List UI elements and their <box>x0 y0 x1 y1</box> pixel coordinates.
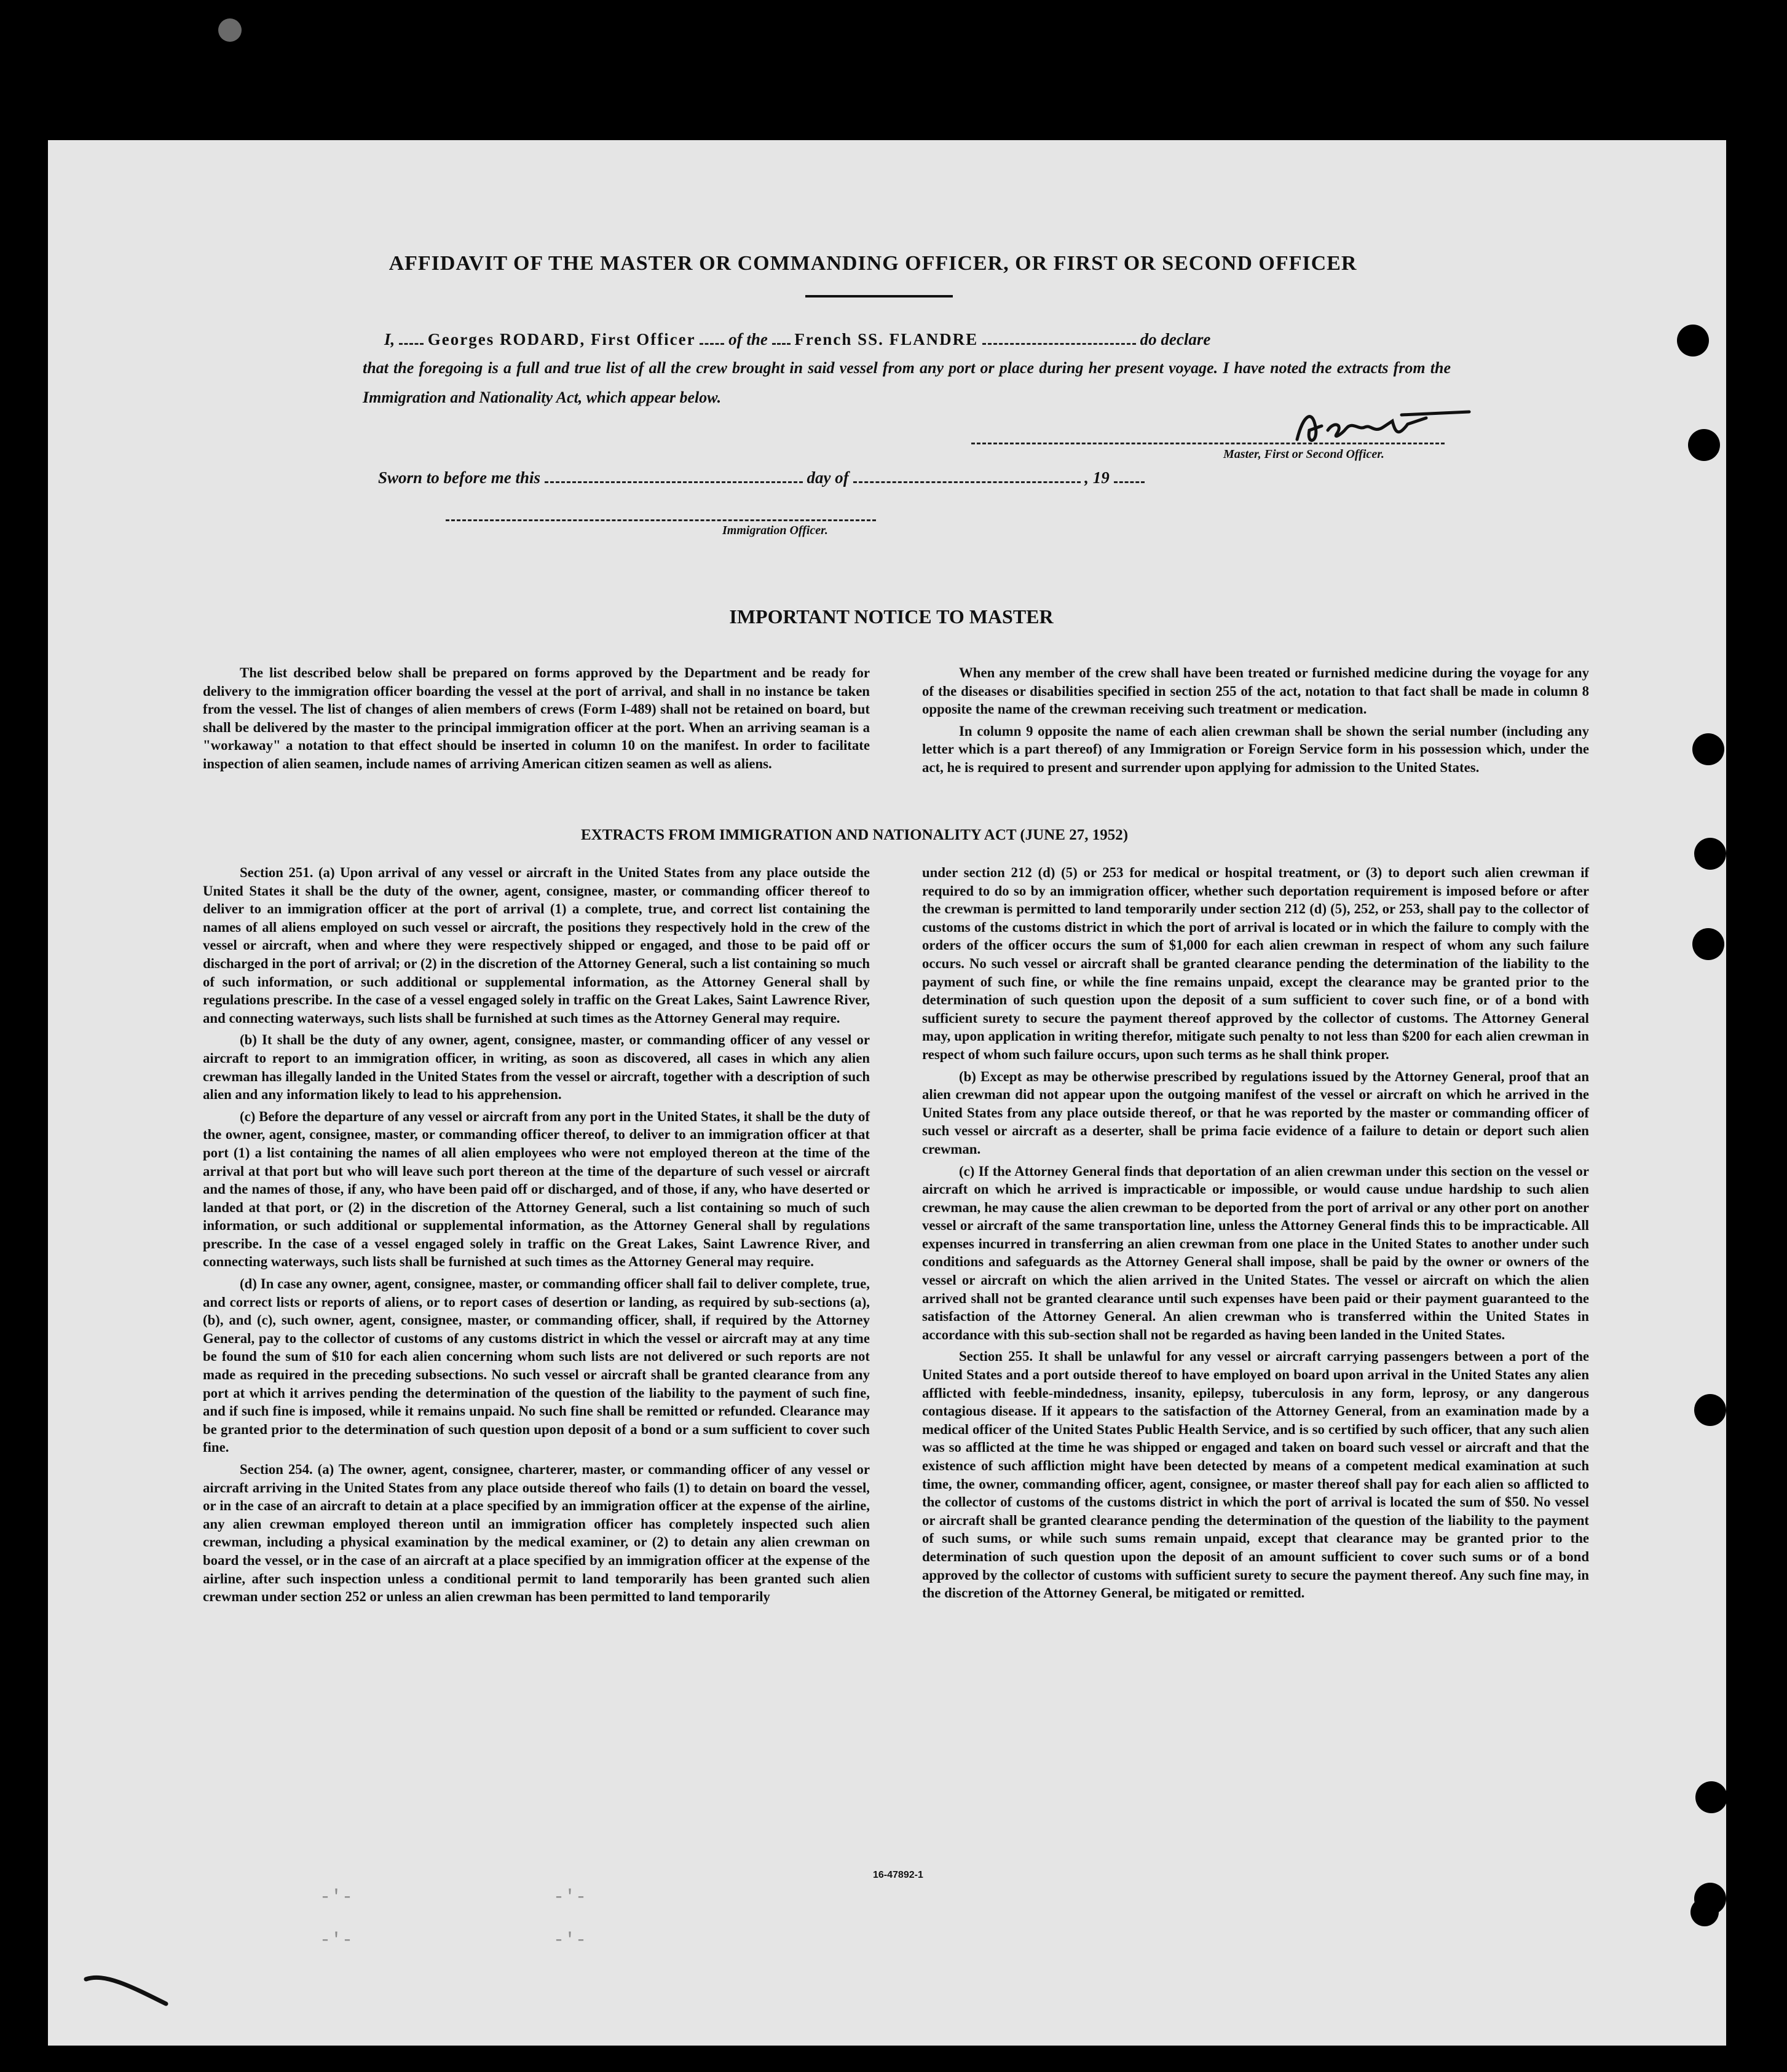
act-right-column <box>922 864 1589 1606</box>
declaration-prefix: I, <box>384 330 395 349</box>
notice-right <box>922 664 1589 781</box>
act-paragraph: (c) If the Attorney General finds that deportation of an alien crewman under this section on the vessel or aircraft on which he arrived is impracticable or impossible, or would cause undue hardship to such alien crewman, he may cause the alien crewman to be deported from the port of arrival or any other port on another vessel or aircraft of the same transportation line, unless the Attorney General finds this to be impracticable. All expenses incurred in transferring an alien crewman from one place in the United States to another under such conditions and safeguards as the Attorney General shall impose, shall be paid by the owner or owners of the vessel or aircraft on which the alien arrived in the United States. The vessel or aircraft on which the alien arrived shall not be granted clearance until such expenses have been paid or their payment guaranteed to the satisfaction of the Attorney General. An alien crewman who is transferred within the United States in accordance with this sub-section shall not be regarded as having been landed in the United States. <box>922 1163 1589 1342</box>
declaration-line <box>384 330 1451 349</box>
notice-left-text: The list described below shall be prepared on forms approved by the Department and be ready for delivery to the immigration officer boarding the vessel at the port of arrival, and shall in no instance be taken from the vessel. The list of changes of alien members of crews (Form I-489) shall not be retained on board, but shall be delivered by the master to the principal immigration officer at the port. When an arriving seaman is a "workaway" a notation to that effect should be inserted in column 10 on the manifest. In order to facilitate inspection of alien seamen, include names of arriving American citizen seamen as well as aliens. <box>203 665 870 771</box>
act-paragraph: under section 212 (d) (5) or 253 for medical or hospital treatment, or (3) to deport such alien crewman if required to do so by an immigration officer, whether such deportation requirement is imposed before or after the crewman is permitted to land temporarily under section 212 (d) (5), 252, or 253, shall pay to the collector of customs of the customs district in which the port of arrival is located or in which the failure to comply with the orders of the officer occurs the sum of $1,000 for each alien crewman in respect of whom any such failure occurs. No such vessel or aircraft shall be granted clearance pending the determination of the liability to the payment of such fine, or while the fine remains unpaid, except the clearance may be granted prior to the determination of such question upon the deposit of a sum sufficient to cover such fine, or of a bond with sufficient surety to secure the payment thereof approved by the collector of customs. The Attorney General may, upon application in writing therefor, mitigate such penalty to not less than $200 for each alien crewman in respect of whom such failure occurs, upon such terms as he shall think proper. <box>922 865 1589 1062</box>
binder-hole <box>1692 928 1724 960</box>
act-paragraph: (b) Except as may be otherwise prescribed by regulations issued by the Attorney General, proof that an alien crewman did not appear upon the outgoing manifest of the vessel or aircraft on which he arrived in the United States from any place outside thereof, or that he was reported by the master or commanding officer of such vessel or aircraft as a deserter, shall be prima facie evidence of a failure to detain or deport such alien crewman. <box>922 1068 1589 1157</box>
act-paragraph: Section 251. (a) Upon arrival of any vessel or aircraft in the United States from any place outside the United States it shall be the duty of the owner, agent, consignee, master, or commanding officer thereof to deliver to an immigration officer at the port of arrival (1) a complete, true, and correct list containing the names of all aliens employed on such vessel or aircraft, the positions they respectively hold in the crew of the vessel or aircraft, when and where they were respectively shipped or engaged, and those to be paid off or discharged in the port of arrival; or (2) in the discretion of the Attorney General, such a list containing so much of such information, or such additional or supplemental information, as the Attorney General shall by regulations prescribe. In the case of a vessel engaged solely in traffic on the Great Lakes, Saint Lawrence River, and connecting waterways, such lists shall be furnished at such times as the Attorney General may require. <box>203 865 870 1026</box>
year-label: , 19 <box>1084 468 1110 487</box>
bleed-through-mark: -'- <box>320 1930 353 1951</box>
extracts-title: EXTRACTS FROM IMMIGRATION AND NATIONALITY ACT (JUNE 27, 1952) <box>580 827 1129 843</box>
binder-hole <box>1677 325 1709 356</box>
title-underline <box>805 295 953 297</box>
notice-title: IMPORTANT NOTICE TO MASTER <box>729 605 1054 628</box>
signature-line <box>971 443 1445 444</box>
bleed-through-mark: -'- <box>553 1887 587 1908</box>
binder-hole <box>1690 1898 1719 1926</box>
officer-name-field: Georges RODARD, First Officer <box>427 330 696 349</box>
bleed-through-mark: -'- <box>320 1887 353 1908</box>
binder-hole <box>1692 733 1724 765</box>
bleed-through-mark: -'- <box>553 1930 587 1951</box>
act-paragraph: (b) It shall be the duty of any owner, agent, consignee, master, or commanding officer of any vessel or aircraft to report to an immigration officer, in writing, as soon as discovered, all cases in which any alien crewman has illegally landed in the United States from the vessel or aircraft, together with a description of such alien and any information likely to lead to his apprehension. <box>203 1032 870 1103</box>
officer-caption: Immigration Officer. <box>722 524 828 537</box>
act-left-column <box>203 864 870 1610</box>
corner-mark <box>218 18 242 42</box>
of-the-label: of the <box>728 330 768 349</box>
notice-right-text-2: In column 9 opposite the name of each alien crewman shall be shown the serial number (including any letter which is a part thereof) of any Immigration or Foreign Service form in his possession which, under the act, he is required to present and surrender upon applying for admission to the United States. <box>922 723 1589 775</box>
notice-left <box>203 664 870 777</box>
declaration-text: that the foregoing is a full and true list of all the crew brought in said vessel from any port or place during her present voyage. I have noted the extracts from the Immigration and Nationality Act, which appear below. <box>363 359 1451 406</box>
binder-hole <box>1688 429 1720 461</box>
officer-line <box>446 519 876 521</box>
sworn-prefix: Sworn to before me this <box>378 468 541 487</box>
act-paragraph: Section 254. (a) The owner, agent, consignee, charterer, master, or commanding officer of any vessel or aircraft arriving in the United States from any place outside thereof who fails (1) to detain on board the vessel, or in the case of an aircraft to detain at a place specified by an immigration officer at the expense of the airline, any alien crewman employed thereon until an immigration officer has completely inspected such alien crewman, including a physical examination by the medical examiner, or (2) to detain any alien crewman on board the vessel, or in the case of an aircraft at a place specified by an immigration officer at the expense of the airline, after such inspection unless a conditional permit to land temporarily has been granted such alien crewman under section 252 or unless an alien crewman has been permitted to land temporarily <box>203 1462 870 1605</box>
act-paragraph: Section 255. It shall be unlawful for any vessel or aircraft carrying passengers between a port of the United States and a port outside thereof to have employed on board upon arrival in the United States any alien afflicted with feeble-mindedness, insanity, epilepsy, tuberculosis in any form, leprosy, or any dangerous contagious disease. If it appears to the satisfaction of the Attorney General, from an examination made by a medical officer of the United States Public Health Service, and is so certified by such officer, that any such alien was so afflicted at the time he was shipped or engaged and taken on board such vessel or aircraft and that the existence of such affliction might have been detected by means of a competent medical examination at such time, the owner, commanding officer, agent, consignee, or master thereof shall pay for each alien so afflicted to the collector of customs of the customs district in which the port of arrival is located the sum of $50. No vessel or aircraft shall be granted clearance pending the determination of the question of the liability to the payment of such sums, or while such sums remain unpaid, except that clearance may be granted prior to the determination of such question upon the deposit of an amount sufficient to cover such sums or of a bond approved by the collector of customs with sufficient surety to secure the payment thereof. Any such fine may, in the discretion of the Attorney General, be mitigated or remitted. <box>922 1349 1589 1601</box>
do-declare-label: do declare <box>1140 330 1211 349</box>
signature-caption: Master, First or Second Officer. <box>1223 447 1384 461</box>
act-paragraph: (c) Before the departure of any vessel or aircraft from any port in the United States, it shall be the duty of the owner, agent, consignee, master, or commanding officer thereof, to deliver to an immigration officer at that port (1) a list containing the names of all alien employees who were not employed thereon at the time of the arrival at that port but who will leave such port thereon at the time of the departure of such vessel or aircraft and the names of those, if any, who have been paid off or discharged, and of those, if any, who have deserted or landed at that port, or (2) in the discretion of the Attorney General, such a list containing so much of such information, or such additional or supplemental information, as the Attorney General shall by regulations prescribe. In the case of a vessel engaged solely in traffic on the Great Lakes, Saint Lawrence River, and connecting waterways, such lists shall be furnished at such times as the Attorney General may require. <box>203 1108 870 1270</box>
affidavit-title: AFFIDAVIT OF THE MASTER OR COMMANDING OFFICER, OR FIRST OR SECOND OFFICER <box>389 252 1357 275</box>
notice-right-text-1: When any member of the crew shall have been treated or furnished medicine during the voyage for any of the diseases or disabilities specified in section 255 of the act, notation to that fact shall be made in column 8 opposite the name of the crewman receiving such treatment or medication. <box>922 665 1589 717</box>
vessel-name-field: French SS. FLANDRE <box>794 330 979 349</box>
form-number: 16-47892-1 <box>873 1870 923 1880</box>
day-of-label: day of <box>807 468 849 487</box>
act-paragraph: (d) In case any owner, agent, consignee, master, or commanding officer shall fail to deliver complete, true, and correct lists or reports of aliens, or to report cases of desertion or landing, as required by sub-sections (a), (b), and (c), such owner, agent, consignee, master, or commanding officer, shall, if required by the Attorney General, pay to the collector of customs of any customs district in which the vessel or aircraft may at any time be found the sum of $10 for each alien concerning whom such lists are not delivered or such reports are not made as required in the preceding subsections. No such vessel or aircraft shall be granted clearance from any port at which it arrives pending the determination of the question of the liability to the payment of such fine, and if such fine is imposed, while it remains unpaid. No such fine shall be remitted or refunded. Clearance may be granted prior to the determination of such question upon deposit of a bond or a sum sufficient to cover such fine. <box>203 1276 870 1456</box>
binder-hole <box>1694 1394 1726 1426</box>
sworn-line <box>378 468 1145 487</box>
binder-hole <box>1694 838 1726 870</box>
pen-stroke <box>80 1967 178 2016</box>
binder-hole <box>1695 1781 1727 1813</box>
